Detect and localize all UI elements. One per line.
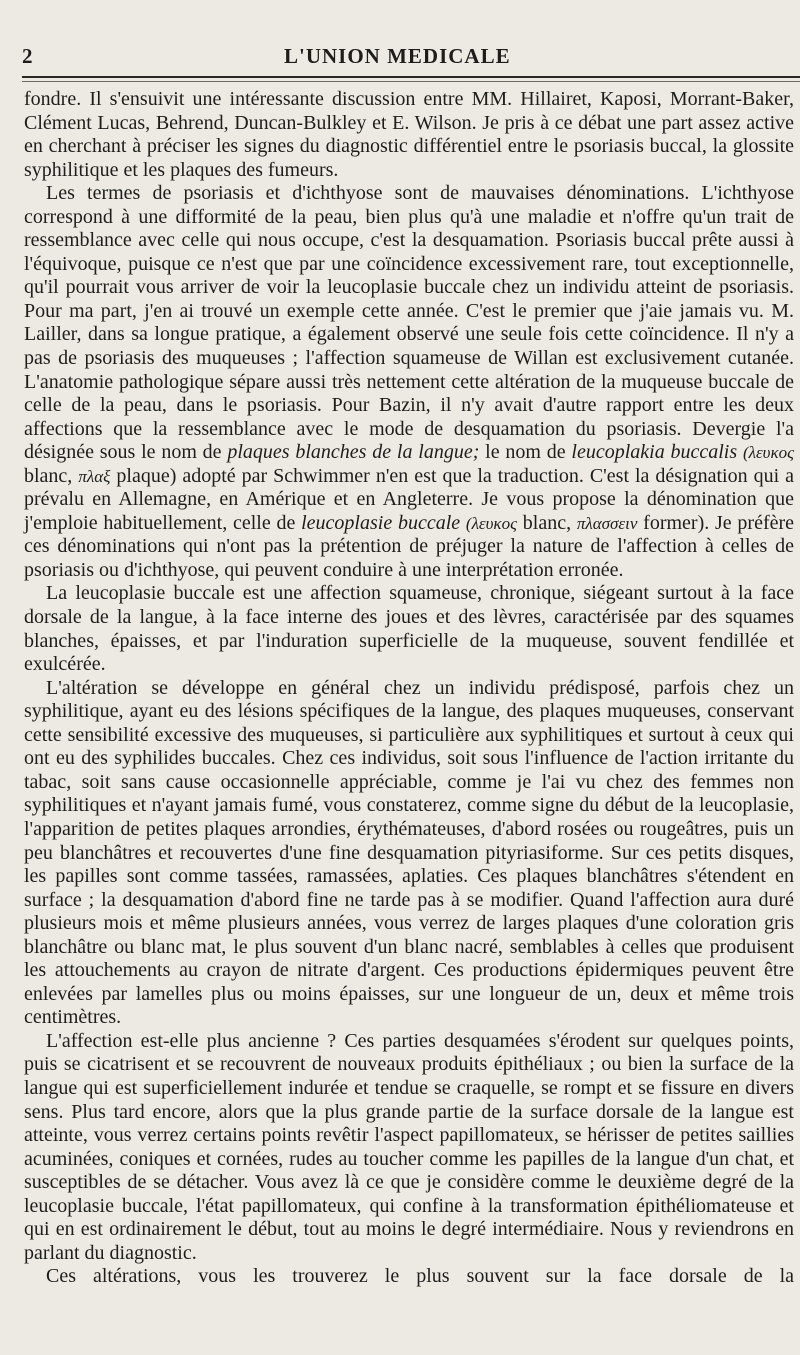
paragraph-5 (24, 1030, 794, 1265)
header-rule (22, 76, 800, 78)
paragraph-2-text-b: le nom de (485, 441, 566, 464)
page-number: 2 (22, 44, 33, 68)
running-title: L'UNION MEDICALE (284, 44, 511, 68)
paragraph-3 (24, 582, 794, 676)
page-header (22, 44, 800, 76)
paragraph-2-text-c: blanc, (24, 464, 73, 487)
term-plaques-blanches: plaques blanches de la langue; (227, 441, 480, 464)
paragraph-4-text: L'altération se développe en général chez un individu prédisposé, parfois chez un syphilitique, ayant eu des lésions spécifiques de la langue, des plaques muqueuses, conservant cette sensibilité excessive des muqueuses, si particulière aux syphilitiques et surtout à ceux qui ont eu des syphilides buccales. Chez ces individus, soit sous l'influence de l'action irritante du tabac, soit sans cause occasionnelle appréciable, comme je l'ai vu chez des femmes non syphilitiques et n'ayant jamais fumé, vous constaterez, comme signe du début de la leucoplasie, l'apparition de petites plaques arrondies, érythémateuses, d'abord rosées ou rougeâtres, puis un peu blanchâtres et recouvertes d'une fine desquamation pityriasiforme. Sur ces petits disques, les papilles sont comme tassées, ramassées, aplaties. Ces plaques blanchâtres s'étendent en surface ; la desquamation d'abord fine ne tarde pas à se modifier. Quand l'affection aura duré plusieurs mois et même plusieurs années, vous verrez de larges plaques d'une coloration gris blanchâtre ou blanc mat, le plus souvent d'un blanc nacré, semblables à celles que produisent les attouchements au crayon de nitrate d'argent. Ces productions épidermiques peuvent être enlevées par lamelles plus ou moins épaisses, sur une longueur de un, deux et même trois centimètres. (24, 676, 794, 1029)
paragraph-6-text: Ces altérations, vous les trouverez le plus souvent sur la face dorsale de la (46, 1265, 794, 1288)
paragraph-6 (24, 1265, 794, 1289)
paragraph-1-text: fondre. Il s'ensuivit une intéressante discussion entre MM. Hillairet, Kaposi, Morrant-Baker, Clément Lucas, Behrend, Duncan-Bulkley et E. Wilson. Je pris à ce débat une part assez active en cherchant à préciser les signes du diagnostic différentiel entre le psoriasis buccal, la glossite syphilitique et les plaques des fumeurs. (24, 88, 794, 181)
term-leucoplasie-buccale: leucoplasie buccale (301, 511, 461, 534)
greek-plassein: πλασσειν (576, 513, 638, 533)
paragraph-2-text-e: blanc, (522, 511, 572, 534)
paragraph-2-text-a: Les termes de psoriasis et d'ichthyose sont de mauvaises dénominations. L'ichthyose correspond à une difformité de la peau, bien plus qu'à une maladie et n'offre qu'un trait de ressemblance avec celle qui nous occupe, c'est la desquamation. Psoriasis buccal prête aussi à l'équivoque, puisque ce n'est que par une coïncidence excessivement rare, tout exceptionnelle, qu'il pourrait vous arriver de voir la leucoplasie buccale chez un individu atteint de psoriasis. Pour ma part, j'en ai trouvé un exemple cette année. C'est le premier que j'aie jamais vu. M. Lailler, dans sa longue pratique, a également observé une seule fois cette coïncidence. Il n'y a pas de psoriasis des muqueuses ; l'affection squameuse de Willan est exclusivement cutanée. L'anatomie pathologique sépare aussi très nettement cette altération de la muqueuse buccale de celle de la peau, dans le psoriasis. Pour Bazin, il n'y avait d'autre rapport entre les deux affections que la ressemblance avec le mode de desquamation du psoriasis. Devergie l'a désignée sous le nom de (24, 182, 794, 464)
paragraph-2-text-f: former). Je préfère ces dénominations qui n'ont pas la prétention de préjuger la nature de l'affection à celles de psoriasis ou d'ichthyose, qui peuvent conduire à une interprétation erronée. (24, 511, 795, 581)
greek-leukos-1: (λευκος (742, 443, 795, 463)
paragraph-2 (24, 182, 794, 582)
greek-leukos-2: (λευκος (465, 513, 517, 533)
article-body (24, 88, 794, 1289)
paragraph-1 (24, 88, 794, 182)
greek-plax: πλαξ (78, 466, 111, 486)
paragraph-2-text-d: plaque) adopté par Schwimmer n'en est que la traduction. C'est la désignation qui a prévalu en Allemagne, en Amérique et en Angleterre. Je vous propose la dénomination que j'emploie habituellement, celle de (24, 464, 795, 534)
paragraph-3-text: La leucoplasie buccale est une affection squameuse, chronique, siégeant surtout à la face dorsale de la langue, à la face interne des joues et des lèvres, caractérisée par des squames blanches, épaisses, et par l'induration superficielle de la muqueuse, souvent fendillée et exulcérée. (24, 582, 794, 676)
paragraph-5-text: L'affection est-elle plus ancienne ? Ces parties desquamées s'érodent sur quelques points, puis se cicatrisent et se recouvrent de nouveaux produits épithéliaux ; ou bien la surface de la langue qui est superficiellement indurée et tendue se craquelle, se rompt et se fissure en divers sens. Plus tard encore, alors que la plus grande partie de la surface dorsale de la langue est atteinte, vous verrez certains points revêtir l'aspect papillomateux, se hérisser de petites saillies acuminées, coniques et cornées, rudes au toucher comme les papilles de la langue d'un chat, et susceptibles de se détacher. Vous avez là ce que je considère comme le deuxième degré de la leucoplasie buccale, l'état papillomateux, qui confine à la transformation épithéliomateuse et qui en est ordinairement le début, tout au moins le degré intermédiaire. Nous y reviendrons en parlant du diagnostic. (24, 1029, 794, 1264)
paragraph-4 (24, 677, 794, 1030)
term-leucoplakia-buccalis: leucoplakia buccalis (571, 441, 738, 464)
header-rule-thin (22, 81, 800, 82)
